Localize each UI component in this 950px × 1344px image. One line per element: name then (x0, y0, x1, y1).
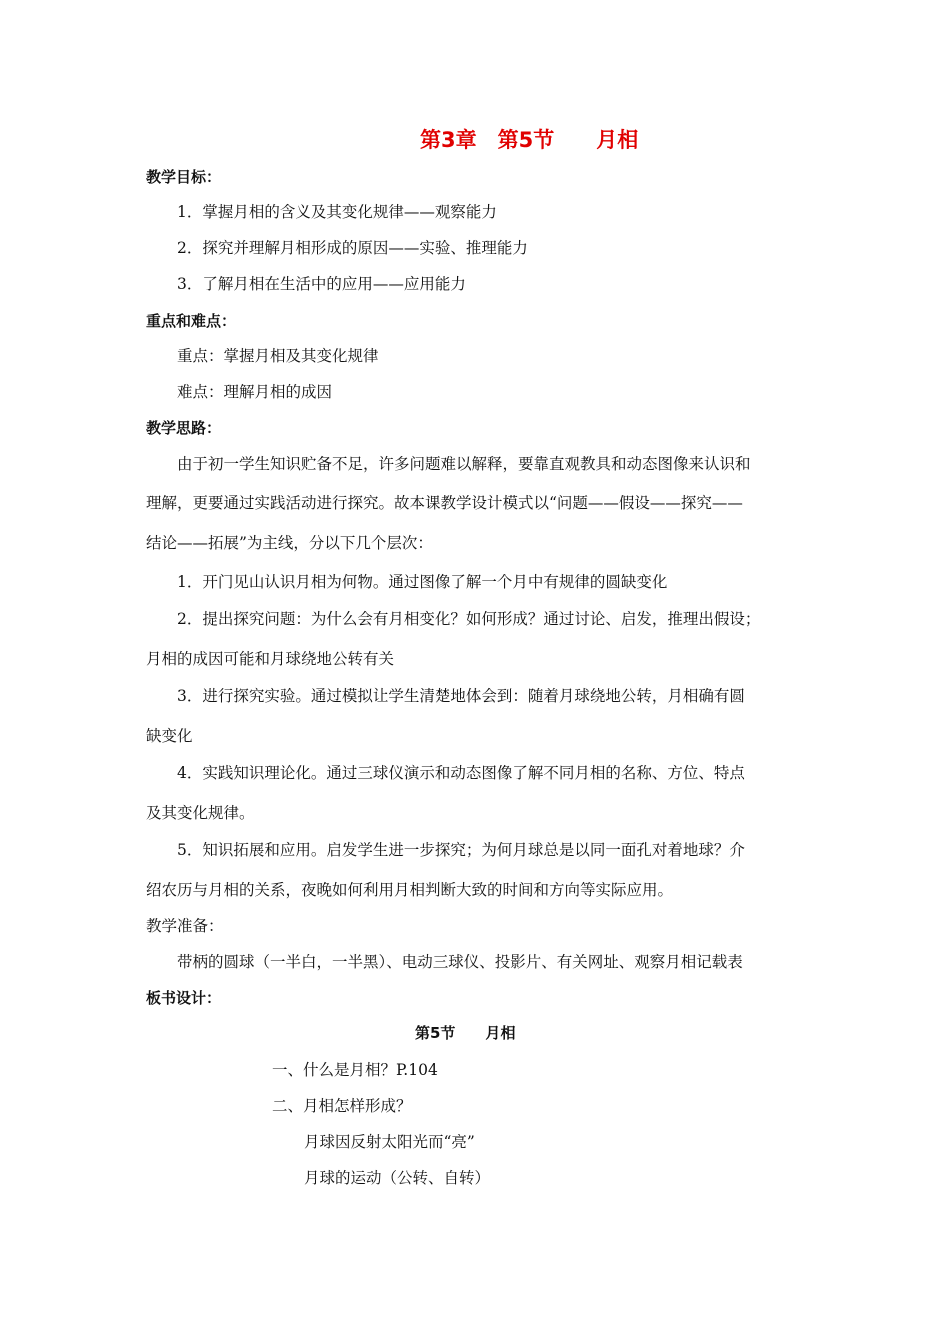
approach-line: 理解，更要通过实践活动进行探究。故本课教学设计模式以“问题——假设——探究—— (146, 494, 743, 512)
board-heading: 板书设计： (146, 989, 222, 1007)
board-item: 月球因反射太阳光而“亮” (304, 1133, 475, 1151)
board-title: 第5节 月相 (415, 1024, 516, 1042)
approach-line: 由于初一学生知识贮备不足，许多问题难以解释，要靠直观教具和动态图像来认识和 (177, 455, 751, 473)
objective-item: 2．探究并理解月相形成的原因——实验、推理能力 (177, 239, 528, 257)
approach-line: 4．实践知识理论化。通过三球仪演示和动态图像了解不同月相的名称、方位、特点 (177, 764, 745, 782)
approach-heading: 教学思路： (146, 419, 222, 437)
approach-line: 1．开门见山认识月相为何物。通过图像了解一个月中有规律的圆缺变化 (177, 573, 668, 591)
difficult-point: 难点：理解月相的成因 (177, 383, 333, 401)
approach-line: 及其变化规律。 (146, 804, 255, 822)
preparation-text: 带柄的圆球（一半白，一半黑）、电动三球仪、投影片、有关网址、观察月相记载表 (177, 953, 743, 971)
page-title: 第3章 第5节 月相 (420, 128, 639, 152)
approach-line: 缺变化 (146, 727, 193, 745)
key-point: 重点：掌握月相及其变化规律 (177, 347, 379, 365)
key-points-heading: 重点和难点： (146, 312, 237, 330)
approach-line: 5．知识拓展和应用。启发学生进一步探究；为何月球总是以同一面孔对着地球？介 (177, 841, 745, 859)
board-item: 一、什么是月相？P.104 (272, 1061, 438, 1079)
approach-line: 3．进行探究实验。通过模拟让学生清楚地体会到：随着月球绕地公转，月相确有圆 (177, 687, 745, 705)
objective-item: 1．掌握月相的含义及其变化规律——观察能力 (177, 203, 497, 221)
approach-line: 月相的成因可能和月球绕地公转有关 (146, 650, 395, 668)
objectives-heading: 教学目标： (146, 168, 222, 186)
approach-line: 绍农历与月相的关系，夜晚如何利用月相判断大致的时间和方向等实际应用。 (146, 881, 674, 899)
preparation-heading: 教学准备： (146, 917, 224, 935)
board-item: 月球的运动（公转、自转） (304, 1169, 491, 1187)
approach-line: 2．提出探究问题：为什么会有月相变化？如何形成？通过讨论、启发，推理出假设； (177, 610, 761, 628)
approach-line: 结论——拓展”为主线，分以下几个层次： (146, 534, 433, 552)
objective-item: 3．了解月相在生活中的应用——应用能力 (177, 275, 466, 293)
board-item: 二、月相怎样形成？ (272, 1097, 412, 1115)
